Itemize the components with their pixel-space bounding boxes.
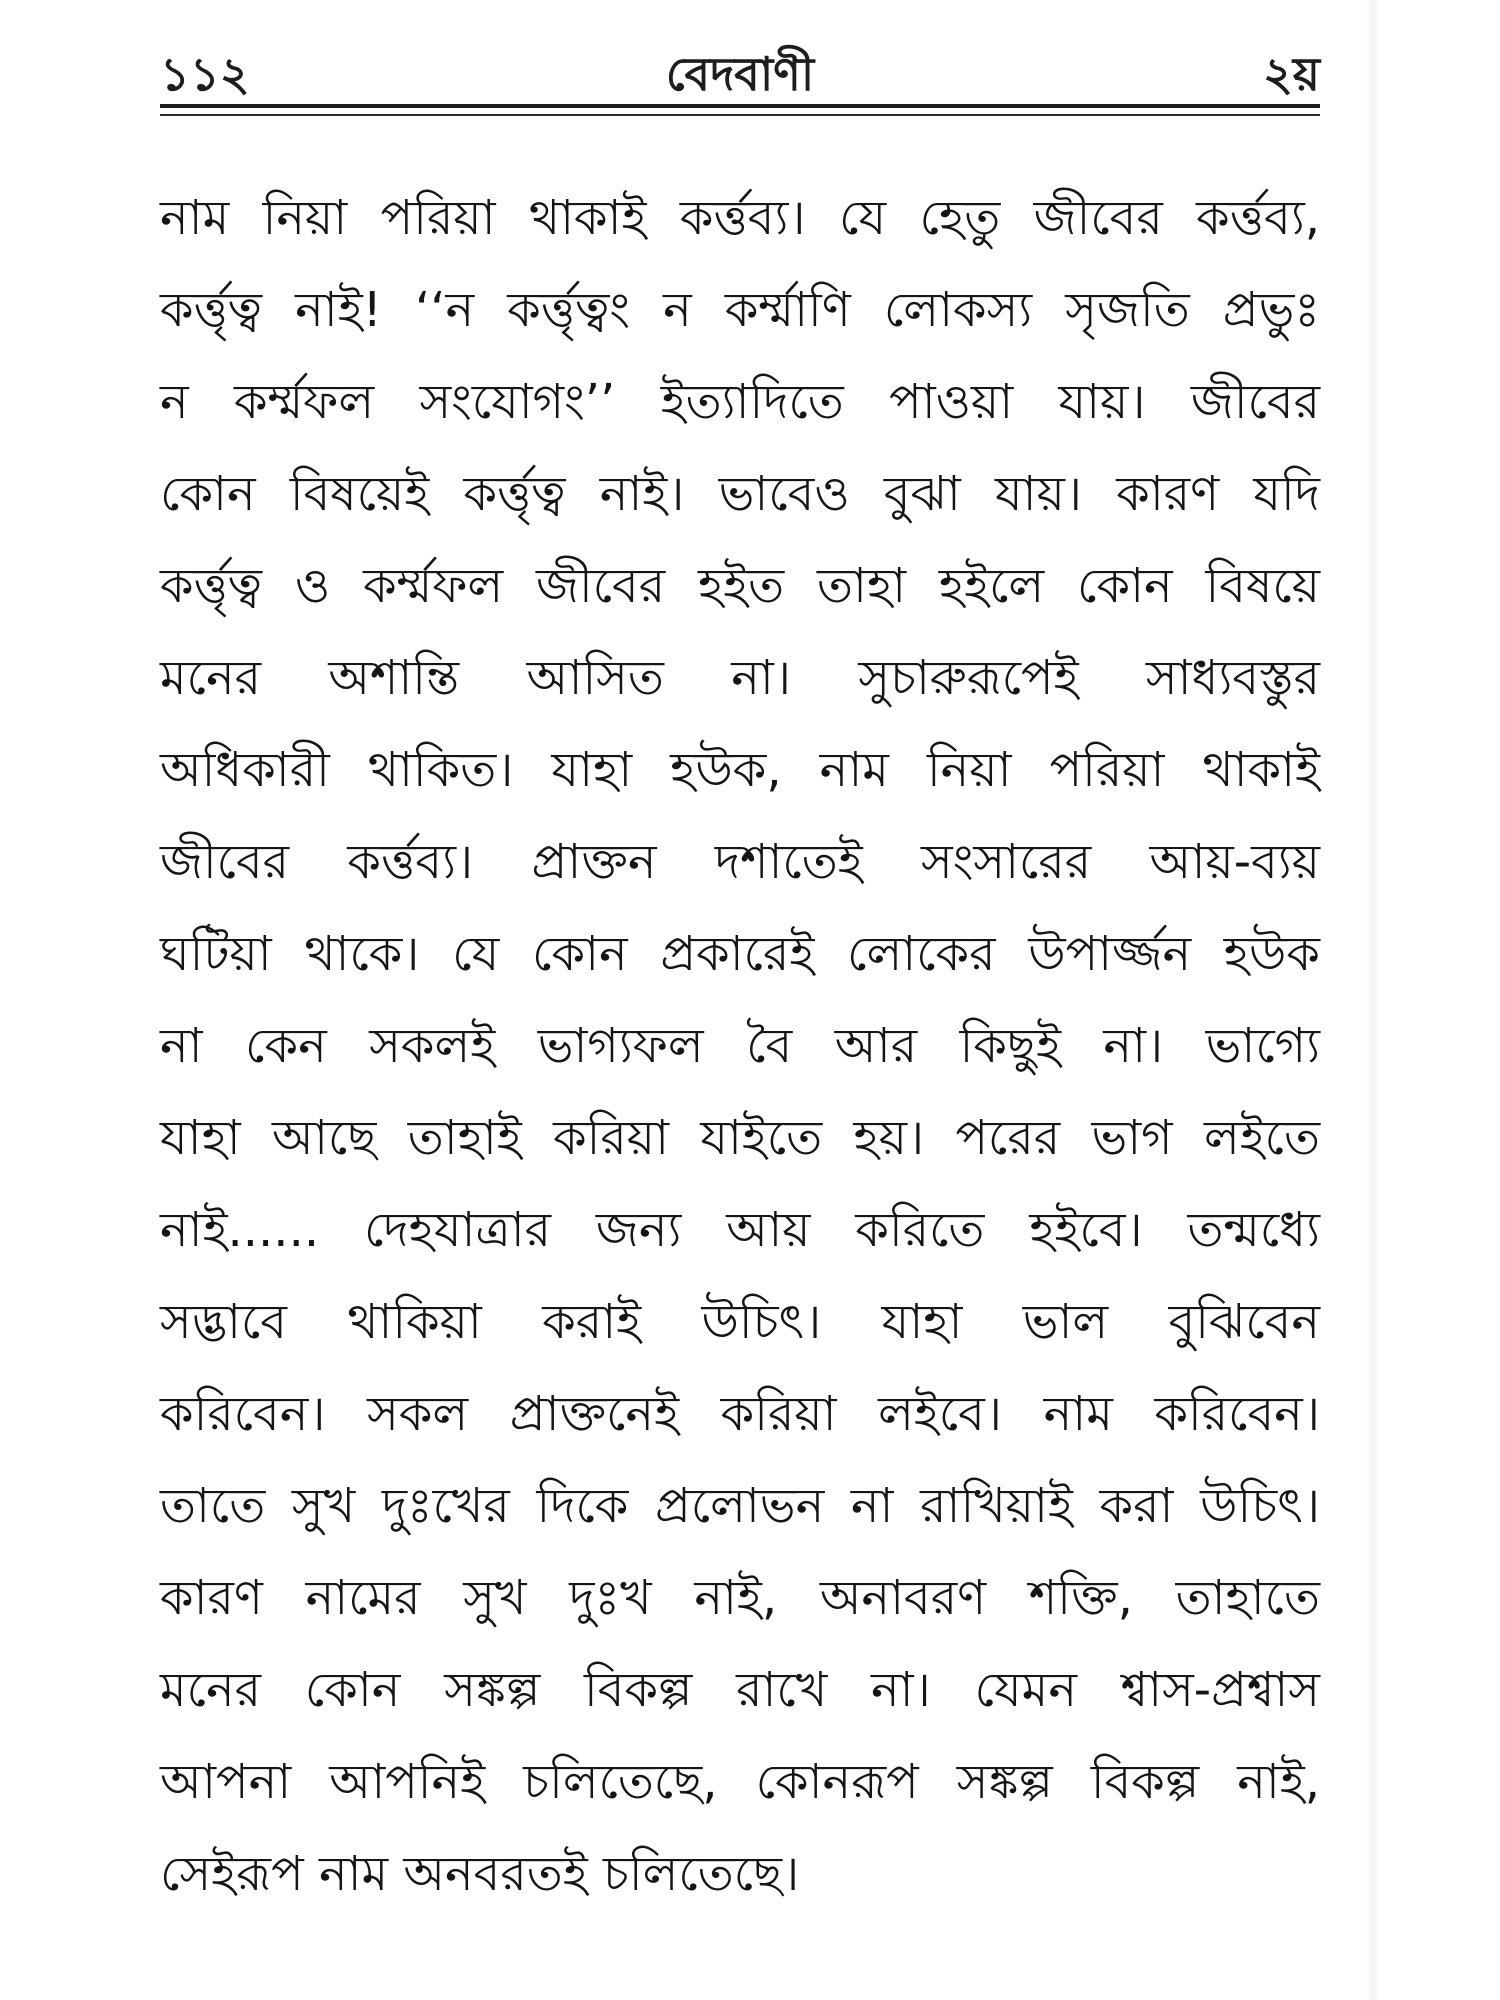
text-line: নাই...... দেহযাত্রার জন্য আয় করিতে হইবে। তন্মধ্যে xyxy=(160,1202,1320,1258)
text-line: ন কর্ম্মফল সংযোগং’’ ইত্যাদিতে পাওয়া যায়। জীবের xyxy=(160,374,1320,430)
text-line: কর্ত্তৃত্ব ও কর্ম্মফল জীবের হইত তাহা হইলে কোন বিষয়ে xyxy=(160,558,1320,614)
text-line: কোন বিষয়েই কর্ত্তৃত্ব নাই। ভাবেও বুঝা যায়। কারণ যদি xyxy=(160,466,1320,522)
text-line: সদ্ভাবে থাকিয়া করাই উচিৎ। যাহা ভাল বুঝিবেন xyxy=(160,1294,1320,1350)
running-title: বেদবাণী xyxy=(665,47,815,101)
text-line: কারণ নামের সুখ দুঃখ নাই, অনাবরণ শক্তি, তাহাতে xyxy=(160,1570,1320,1626)
text-line: করিবেন। সকল প্রাক্তনেই করিয়া লইবে। নাম করিবেন। xyxy=(160,1386,1320,1442)
text-line: মনের কোন সঙ্কল্প বিকল্প রাখে না। যেমন শ্বাস-প্রশ্বাস xyxy=(160,1662,1320,1718)
page-number: ১১২ xyxy=(160,47,250,101)
text-line: সেইরূপ নাম অনবরতই চলিতেছে। xyxy=(160,1846,800,1902)
header-rule-thick xyxy=(160,104,1320,108)
text-line: না কেন সকলই ভাগ্যফল বৈ আর কিছুই না। ভাগ্যে xyxy=(160,1018,1320,1074)
text-line: যাহা আছে তাহাই করিয়া যাইতে হয়। পরের ভাগ লইতে xyxy=(160,1110,1320,1166)
text-line: কর্ত্তৃত্ব নাই! ‘‘ন কর্ত্তৃত্বং ন কর্ম্মাণি লোকস্য সৃজতি প্রভুঃ xyxy=(160,282,1320,338)
text-line: অধিকারী থাকিত। যাহা হউক, নাম নিয়া পরিয়া থাকাই xyxy=(160,742,1320,798)
part-label: ২য় xyxy=(1262,47,1320,101)
text-line: আপনা আপনিই চলিতেছে, কোনরূপ সঙ্কল্প বিকল্প নাই, xyxy=(160,1754,1320,1810)
text-line: মনের অশান্তি আসিত না। সুচারুরূপেই সাধ্যবস্তুর xyxy=(160,650,1320,706)
text-line: তাতে সুখ দুঃখের দিকে প্রলোভন না রাখিয়াই করা উচিৎ। xyxy=(160,1478,1320,1534)
body-text xyxy=(160,172,1320,1920)
header-rule-thin xyxy=(160,114,1320,116)
text-line: নাম নিয়া পরিয়া থাকাই কর্ত্তব্য। যে হেতু জীবের কর্ত্তব্য, xyxy=(160,190,1320,246)
scan-shadow xyxy=(1366,0,1380,2000)
text-line: জীবের কর্ত্তব্য। প্রাক্তন দশাতেই সংসারের আয়-ব্যয় xyxy=(160,834,1320,890)
text-line: ঘটিয়া থাকে। যে কোন প্রকারেই লোকের উপার্জ্জন হউক xyxy=(160,926,1320,982)
